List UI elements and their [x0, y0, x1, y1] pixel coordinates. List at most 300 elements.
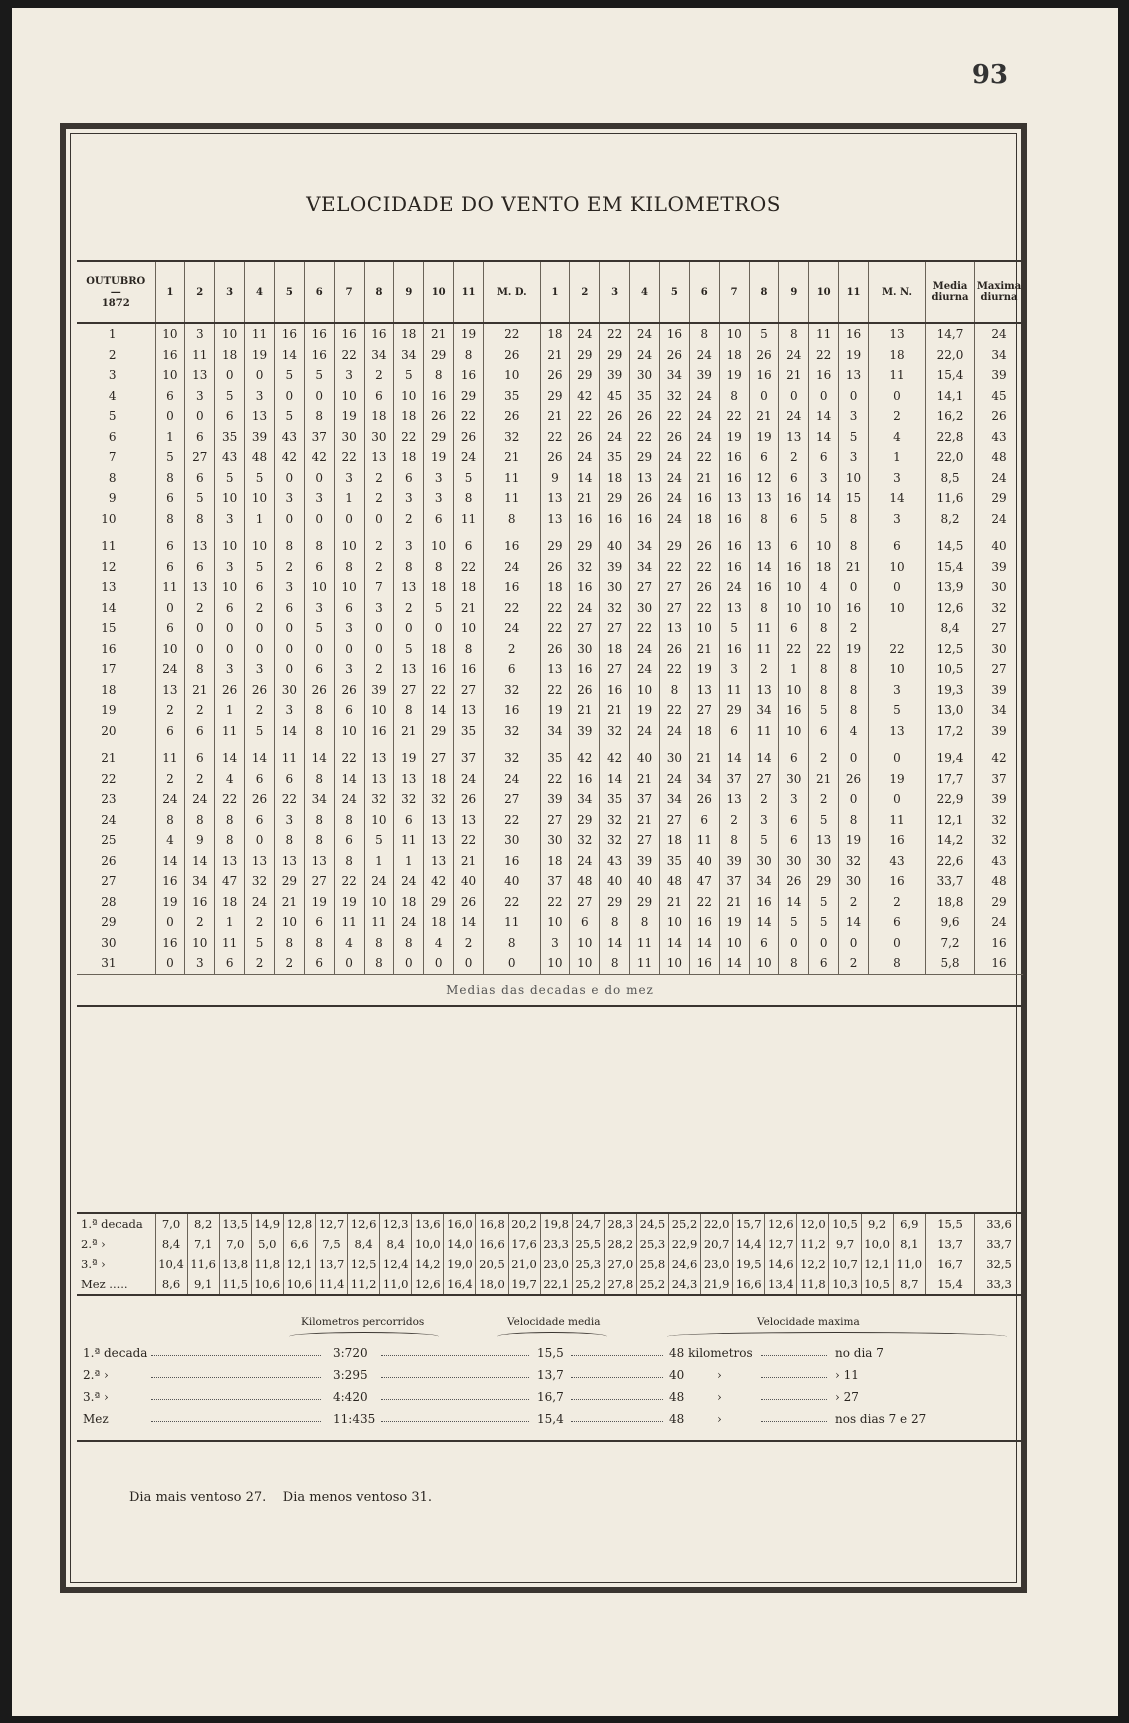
means-value: 10,5: [829, 1213, 861, 1234]
value-cell: 43: [274, 427, 304, 448]
value-cell: 8: [304, 700, 334, 721]
summary-max: 48 kilometros: [669, 1346, 753, 1360]
value-cell: 4: [334, 933, 364, 954]
gap-cell: [659, 741, 689, 748]
value-cell: 18: [424, 639, 454, 660]
table-body: [77, 323, 1023, 1006]
hour-header: 3: [215, 261, 245, 323]
value-cell: 6: [245, 577, 275, 598]
value-cell: 13: [749, 488, 779, 509]
value-cell: 8: [155, 810, 185, 831]
value-cell: 16: [689, 912, 719, 933]
gap-cell: [304, 741, 334, 748]
value-cell: 5: [809, 509, 839, 530]
value-cell: 5: [245, 933, 275, 954]
means-value: 23,0: [701, 1254, 733, 1274]
value-cell: 13: [424, 830, 454, 851]
value-cell: 11: [245, 323, 275, 345]
value-cell: 5: [364, 830, 394, 851]
value-cell: 2: [185, 700, 215, 721]
table-row: [77, 789, 1023, 810]
means-value: 20,2: [508, 1213, 540, 1234]
summary-label: Mez: [83, 1412, 109, 1426]
value-cell: 5: [155, 447, 185, 468]
value-cell: 37: [304, 427, 334, 448]
value-cell: 16: [334, 323, 364, 345]
value-cell: 29: [975, 892, 1024, 913]
value-cell: 29: [570, 365, 600, 386]
value-cell: 16: [689, 953, 719, 974]
means-value: 12,6: [412, 1274, 444, 1295]
value-cell: 2: [364, 365, 394, 386]
value-cell: 22: [630, 618, 660, 639]
value-cell: 32: [570, 557, 600, 578]
hour-header: 5: [274, 261, 304, 323]
value-cell: 8: [839, 659, 869, 680]
leader-dots: [151, 1412, 321, 1422]
hour-header: 7: [719, 261, 749, 323]
value-cell: 24: [630, 721, 660, 742]
value-cell: 27: [749, 769, 779, 790]
gap-cell: [364, 529, 394, 536]
value-cell: 0: [215, 365, 245, 386]
leader-dots: [571, 1346, 663, 1356]
value-cell: 22: [334, 345, 364, 366]
means-row: [77, 1234, 1023, 1254]
value-cell: 16: [719, 639, 749, 660]
value-cell: 16: [779, 700, 809, 721]
value-cell: 24: [483, 618, 540, 639]
value-cell: 8: [424, 365, 454, 386]
value-cell: 10: [364, 810, 394, 831]
summary-day: nos dias 7 e 27: [835, 1412, 927, 1426]
means-value: 11,0: [893, 1254, 925, 1274]
value-cell: 24: [483, 557, 540, 578]
value-cell: 4: [424, 933, 454, 954]
gap-cell: [839, 529, 869, 536]
means-value: 11,6: [187, 1254, 219, 1274]
means-value: 15,5: [926, 1213, 975, 1234]
gap-cell: [77, 529, 155, 536]
value-cell: 22: [659, 700, 689, 721]
hour-header: 9: [394, 261, 424, 323]
value-cell: 0: [839, 577, 869, 598]
value-cell: 19: [839, 639, 869, 660]
value-cell: 11: [749, 639, 779, 660]
gap-cell: [868, 529, 925, 536]
value-cell: 22: [424, 680, 454, 701]
value-cell: 0: [155, 953, 185, 974]
value-cell: 24: [689, 427, 719, 448]
table-row: [77, 748, 1023, 769]
leader-dots: [761, 1368, 827, 1378]
day-cell: 14: [101, 600, 117, 615]
value-cell: 6: [779, 618, 809, 639]
value-cell: 26: [689, 577, 719, 598]
day-cell: 11: [101, 539, 117, 554]
value-cell: 9: [540, 468, 570, 489]
value-cell: 14: [839, 912, 869, 933]
value-cell: 4: [868, 427, 925, 448]
value-cell: 14: [274, 345, 304, 366]
value-cell: 34: [659, 789, 689, 810]
value-cell: 9,6: [926, 912, 975, 933]
value-cell: 21: [630, 769, 660, 790]
value-cell: 10: [155, 639, 185, 660]
media-header-line: Media: [932, 281, 968, 292]
value-cell: 29: [630, 892, 660, 913]
value-cell: 26: [570, 680, 600, 701]
value-cell: 29: [570, 536, 600, 557]
value-cell: 30: [570, 639, 600, 660]
value-cell: 8: [749, 598, 779, 619]
value-cell: 40: [454, 871, 484, 892]
value-cell: 8: [839, 700, 869, 721]
value-cell: 13: [424, 810, 454, 831]
value-cell: 11: [274, 748, 304, 769]
summary-day: › 27: [835, 1390, 859, 1404]
means-value: 7,1: [187, 1234, 219, 1254]
value-cell: 8,4: [926, 618, 975, 639]
gap-cell: [424, 741, 454, 748]
value-cell: 24: [659, 468, 689, 489]
value-cell: 8: [304, 769, 334, 790]
value-cell: 13: [809, 830, 839, 851]
value-cell: 14: [749, 912, 779, 933]
value-cell: 18: [394, 323, 424, 345]
means-value: 10,0: [412, 1234, 444, 1254]
day-cell: 8: [108, 470, 117, 485]
value-cell: 16: [719, 509, 749, 530]
value-cell: 3: [868, 680, 925, 701]
value-cell: 16: [779, 557, 809, 578]
value-cell: 0: [868, 933, 925, 954]
means-value: 13,4: [765, 1274, 797, 1295]
value-cell: 6: [483, 659, 540, 680]
day-cell: 2: [108, 347, 117, 362]
value-cell: 22,6: [926, 851, 975, 872]
value-cell: 24: [364, 871, 394, 892]
means-value: 20,7: [701, 1234, 733, 1254]
value-cell: 3: [424, 468, 454, 489]
value-cell: 8: [304, 810, 334, 831]
value-cell: 8: [334, 810, 364, 831]
table-header-row: [77, 261, 1023, 323]
value-cell: 29: [600, 345, 630, 366]
value-cell: 11: [334, 912, 364, 933]
value-cell: 16: [483, 577, 540, 598]
value-cell: 8: [394, 700, 424, 721]
gap-cell: [454, 529, 484, 536]
value-cell: 0: [779, 933, 809, 954]
value-cell: 24: [689, 406, 719, 427]
value-cell: 11: [454, 509, 484, 530]
value-cell: 22: [659, 659, 689, 680]
value-cell: 48: [659, 871, 689, 892]
summary-max: 48: [669, 1412, 685, 1426]
gap-cell: [155, 529, 185, 536]
value-cell: 5: [215, 386, 245, 407]
value-cell: 13: [454, 700, 484, 721]
value-cell: 16: [719, 557, 749, 578]
value-cell: 14: [809, 427, 839, 448]
hour-header: 2: [570, 261, 600, 323]
value-cell: 7: [364, 577, 394, 598]
value-cell: 6: [394, 810, 424, 831]
value-cell: 2: [274, 953, 304, 974]
means-value: 8,7: [893, 1274, 925, 1295]
value-cell: 10: [779, 577, 809, 598]
value-cell: 16: [364, 721, 394, 742]
value-cell: 35: [600, 789, 630, 810]
value-cell: 21: [839, 557, 869, 578]
gap-cell: [749, 529, 779, 536]
value-cell: 14: [215, 748, 245, 769]
means-value: 7,0: [219, 1234, 251, 1254]
value-cell: 10: [719, 323, 749, 345]
value-cell: 0: [779, 386, 809, 407]
value-cell: 13: [364, 769, 394, 790]
means-value: 14,4: [733, 1234, 765, 1254]
value-cell: 13: [659, 618, 689, 639]
gap-cell: [155, 741, 185, 748]
gap-cell: [975, 529, 1024, 536]
means-value: 12,6: [765, 1213, 797, 1234]
means-value: 22,1: [540, 1274, 572, 1295]
value-cell: 39: [570, 721, 600, 742]
means-label: 1.ª decada: [77, 1213, 155, 1234]
value-cell: 42: [304, 447, 334, 468]
value-cell: 21: [540, 345, 570, 366]
value-cell: 24: [975, 468, 1024, 489]
value-cell: 3: [868, 509, 925, 530]
means-value: 11,8: [251, 1254, 283, 1274]
leader-dots: [761, 1412, 827, 1422]
value-cell: 10: [689, 618, 719, 639]
value-cell: 47: [215, 871, 245, 892]
value-cell: 6: [334, 598, 364, 619]
value-cell: 3: [839, 406, 869, 427]
value-cell: 1: [334, 488, 364, 509]
value-cell: 2: [185, 598, 215, 619]
summary-km: 3:720: [333, 1346, 368, 1360]
value-cell: 10: [454, 618, 484, 639]
summary-km: 11:435: [333, 1412, 376, 1426]
hour-header: 6: [304, 261, 334, 323]
hour-header: 4: [245, 261, 275, 323]
value-cell: 6: [779, 536, 809, 557]
value-cell: 29: [424, 427, 454, 448]
caption-row: [77, 974, 1023, 1006]
value-cell: 0: [364, 509, 394, 530]
leader-dots: [151, 1390, 321, 1400]
value-cell: 11: [483, 912, 540, 933]
value-cell: 24: [975, 912, 1024, 933]
day-cell: 21: [101, 751, 117, 766]
value-cell: 3: [215, 509, 245, 530]
value-cell: 3: [274, 810, 304, 831]
value-cell: 16: [274, 323, 304, 345]
value-cell: 5: [809, 912, 839, 933]
value-cell: 22: [483, 598, 540, 619]
means-value: 12,7: [315, 1213, 347, 1234]
value-cell: 10: [364, 700, 394, 721]
means-label: 3.ª ›: [81, 1257, 106, 1271]
value-cell: 3: [304, 488, 334, 509]
hour-header: 10: [809, 261, 839, 323]
value-cell: 10: [245, 536, 275, 557]
summary-row: [81, 1390, 1023, 1410]
gap-cell: [719, 741, 749, 748]
day-cell: 28: [101, 894, 117, 909]
value-cell: 6: [304, 557, 334, 578]
value-cell: 21: [424, 323, 454, 345]
value-cell: 37: [454, 748, 484, 769]
day-cell: 22: [101, 771, 117, 786]
value-cell: 18: [215, 345, 245, 366]
value-cell: 13: [540, 488, 570, 509]
gap-cell: [600, 529, 630, 536]
value-cell: 16: [155, 933, 185, 954]
value-cell: 10: [245, 488, 275, 509]
value-cell: 11: [809, 323, 839, 345]
value-cell: 13: [394, 659, 424, 680]
value-cell: 6: [215, 953, 245, 974]
value-cell: 5: [749, 830, 779, 851]
value-cell: 43: [215, 447, 245, 468]
means-value: 11,2: [797, 1234, 829, 1254]
value-cell: 26: [334, 680, 364, 701]
value-cell: 6: [779, 748, 809, 769]
value-cell: 1: [215, 912, 245, 933]
gap-cell: [540, 741, 570, 748]
gap-cell: [334, 529, 364, 536]
value-cell: 8: [215, 830, 245, 851]
day-cell: 16: [101, 641, 117, 656]
value-cell: 0: [185, 618, 215, 639]
value-cell: 14: [719, 748, 749, 769]
value-cell: 1: [394, 851, 424, 872]
value-cell: 8: [600, 912, 630, 933]
value-cell: 8: [394, 557, 424, 578]
hour-header: 2: [185, 261, 215, 323]
value-cell: 11: [215, 721, 245, 742]
month-header: [77, 261, 155, 323]
value-cell: 40: [600, 536, 630, 557]
value-cell: 18: [394, 406, 424, 427]
table-row: [77, 468, 1023, 489]
day-cell: 10: [101, 511, 117, 526]
means-value: 19,0: [444, 1254, 476, 1274]
table-row: [77, 659, 1023, 680]
value-cell: 19: [630, 700, 660, 721]
value-cell: 6: [689, 810, 719, 831]
value-cell: 2: [245, 700, 275, 721]
year-label: 1872: [101, 297, 130, 309]
means-value: 14,0: [444, 1234, 476, 1254]
hour-header: 9: [779, 261, 809, 323]
means-value: 12,1: [283, 1254, 315, 1274]
means-value: 12,2: [797, 1254, 829, 1274]
value-cell: 3: [868, 468, 925, 489]
gap-cell: [926, 529, 975, 536]
leader-dots: [571, 1390, 663, 1400]
value-cell: 32: [975, 810, 1024, 831]
value-cell: 11: [155, 748, 185, 769]
value-cell: 13: [304, 851, 334, 872]
media-header-line: diurna: [931, 292, 969, 303]
means-value: 7,0: [155, 1213, 187, 1234]
value-cell: 26: [570, 427, 600, 448]
summary-km: 4:420: [333, 1390, 368, 1404]
value-cell: 39: [600, 557, 630, 578]
value-cell: 6: [364, 386, 394, 407]
value-cell: 14: [809, 406, 839, 427]
means-value: 6,6: [283, 1234, 315, 1254]
value-cell: 34: [540, 721, 570, 742]
value-cell: 26: [779, 871, 809, 892]
gap-cell: [809, 529, 839, 536]
table-row: [77, 680, 1023, 701]
value-cell: 39: [975, 789, 1024, 810]
value-cell: 0: [274, 618, 304, 639]
value-cell: 2: [483, 639, 540, 660]
value-cell: 0: [424, 953, 454, 974]
value-cell: 34: [659, 365, 689, 386]
value-cell: 13: [689, 680, 719, 701]
value-cell: 16: [689, 488, 719, 509]
value-cell: 22: [540, 427, 570, 448]
value-cell: 18: [540, 323, 570, 345]
value-cell: 5: [749, 323, 779, 345]
value-cell: 24: [454, 769, 484, 790]
value-cell: 3: [364, 598, 394, 619]
hour-header: 1: [155, 261, 185, 323]
table-row: [77, 577, 1023, 598]
value-cell: 6: [809, 721, 839, 742]
value-cell: 26: [540, 639, 570, 660]
value-cell: 6: [304, 912, 334, 933]
value-cell: 0: [868, 748, 925, 769]
value-cell: 27: [975, 659, 1024, 680]
value-cell: 26: [454, 427, 484, 448]
value-cell: 8: [749, 509, 779, 530]
value-cell: 10: [483, 365, 540, 386]
value-cell: 19: [719, 912, 749, 933]
value-cell: 26: [245, 680, 275, 701]
value-cell: 16: [364, 323, 394, 345]
value-cell: 2: [245, 953, 275, 974]
value-cell: 26: [749, 345, 779, 366]
value-cell: 3: [540, 933, 570, 954]
value-cell: 18: [600, 468, 630, 489]
value-cell: 13: [155, 680, 185, 701]
value-cell: 5: [215, 468, 245, 489]
table-row: [77, 810, 1023, 831]
value-cell: 8: [424, 557, 454, 578]
value-cell: 26: [659, 345, 689, 366]
value-cell: 5: [245, 721, 275, 742]
value-cell: 6: [245, 769, 275, 790]
value-cell: 13: [185, 577, 215, 598]
table-row: [77, 721, 1023, 742]
means-value: 14,9: [251, 1213, 283, 1234]
value-cell: 2: [364, 536, 394, 557]
value-cell: 2: [394, 509, 424, 530]
value-cell: 40: [975, 536, 1024, 557]
value-cell: 2: [394, 598, 424, 619]
value-cell: 8: [809, 680, 839, 701]
